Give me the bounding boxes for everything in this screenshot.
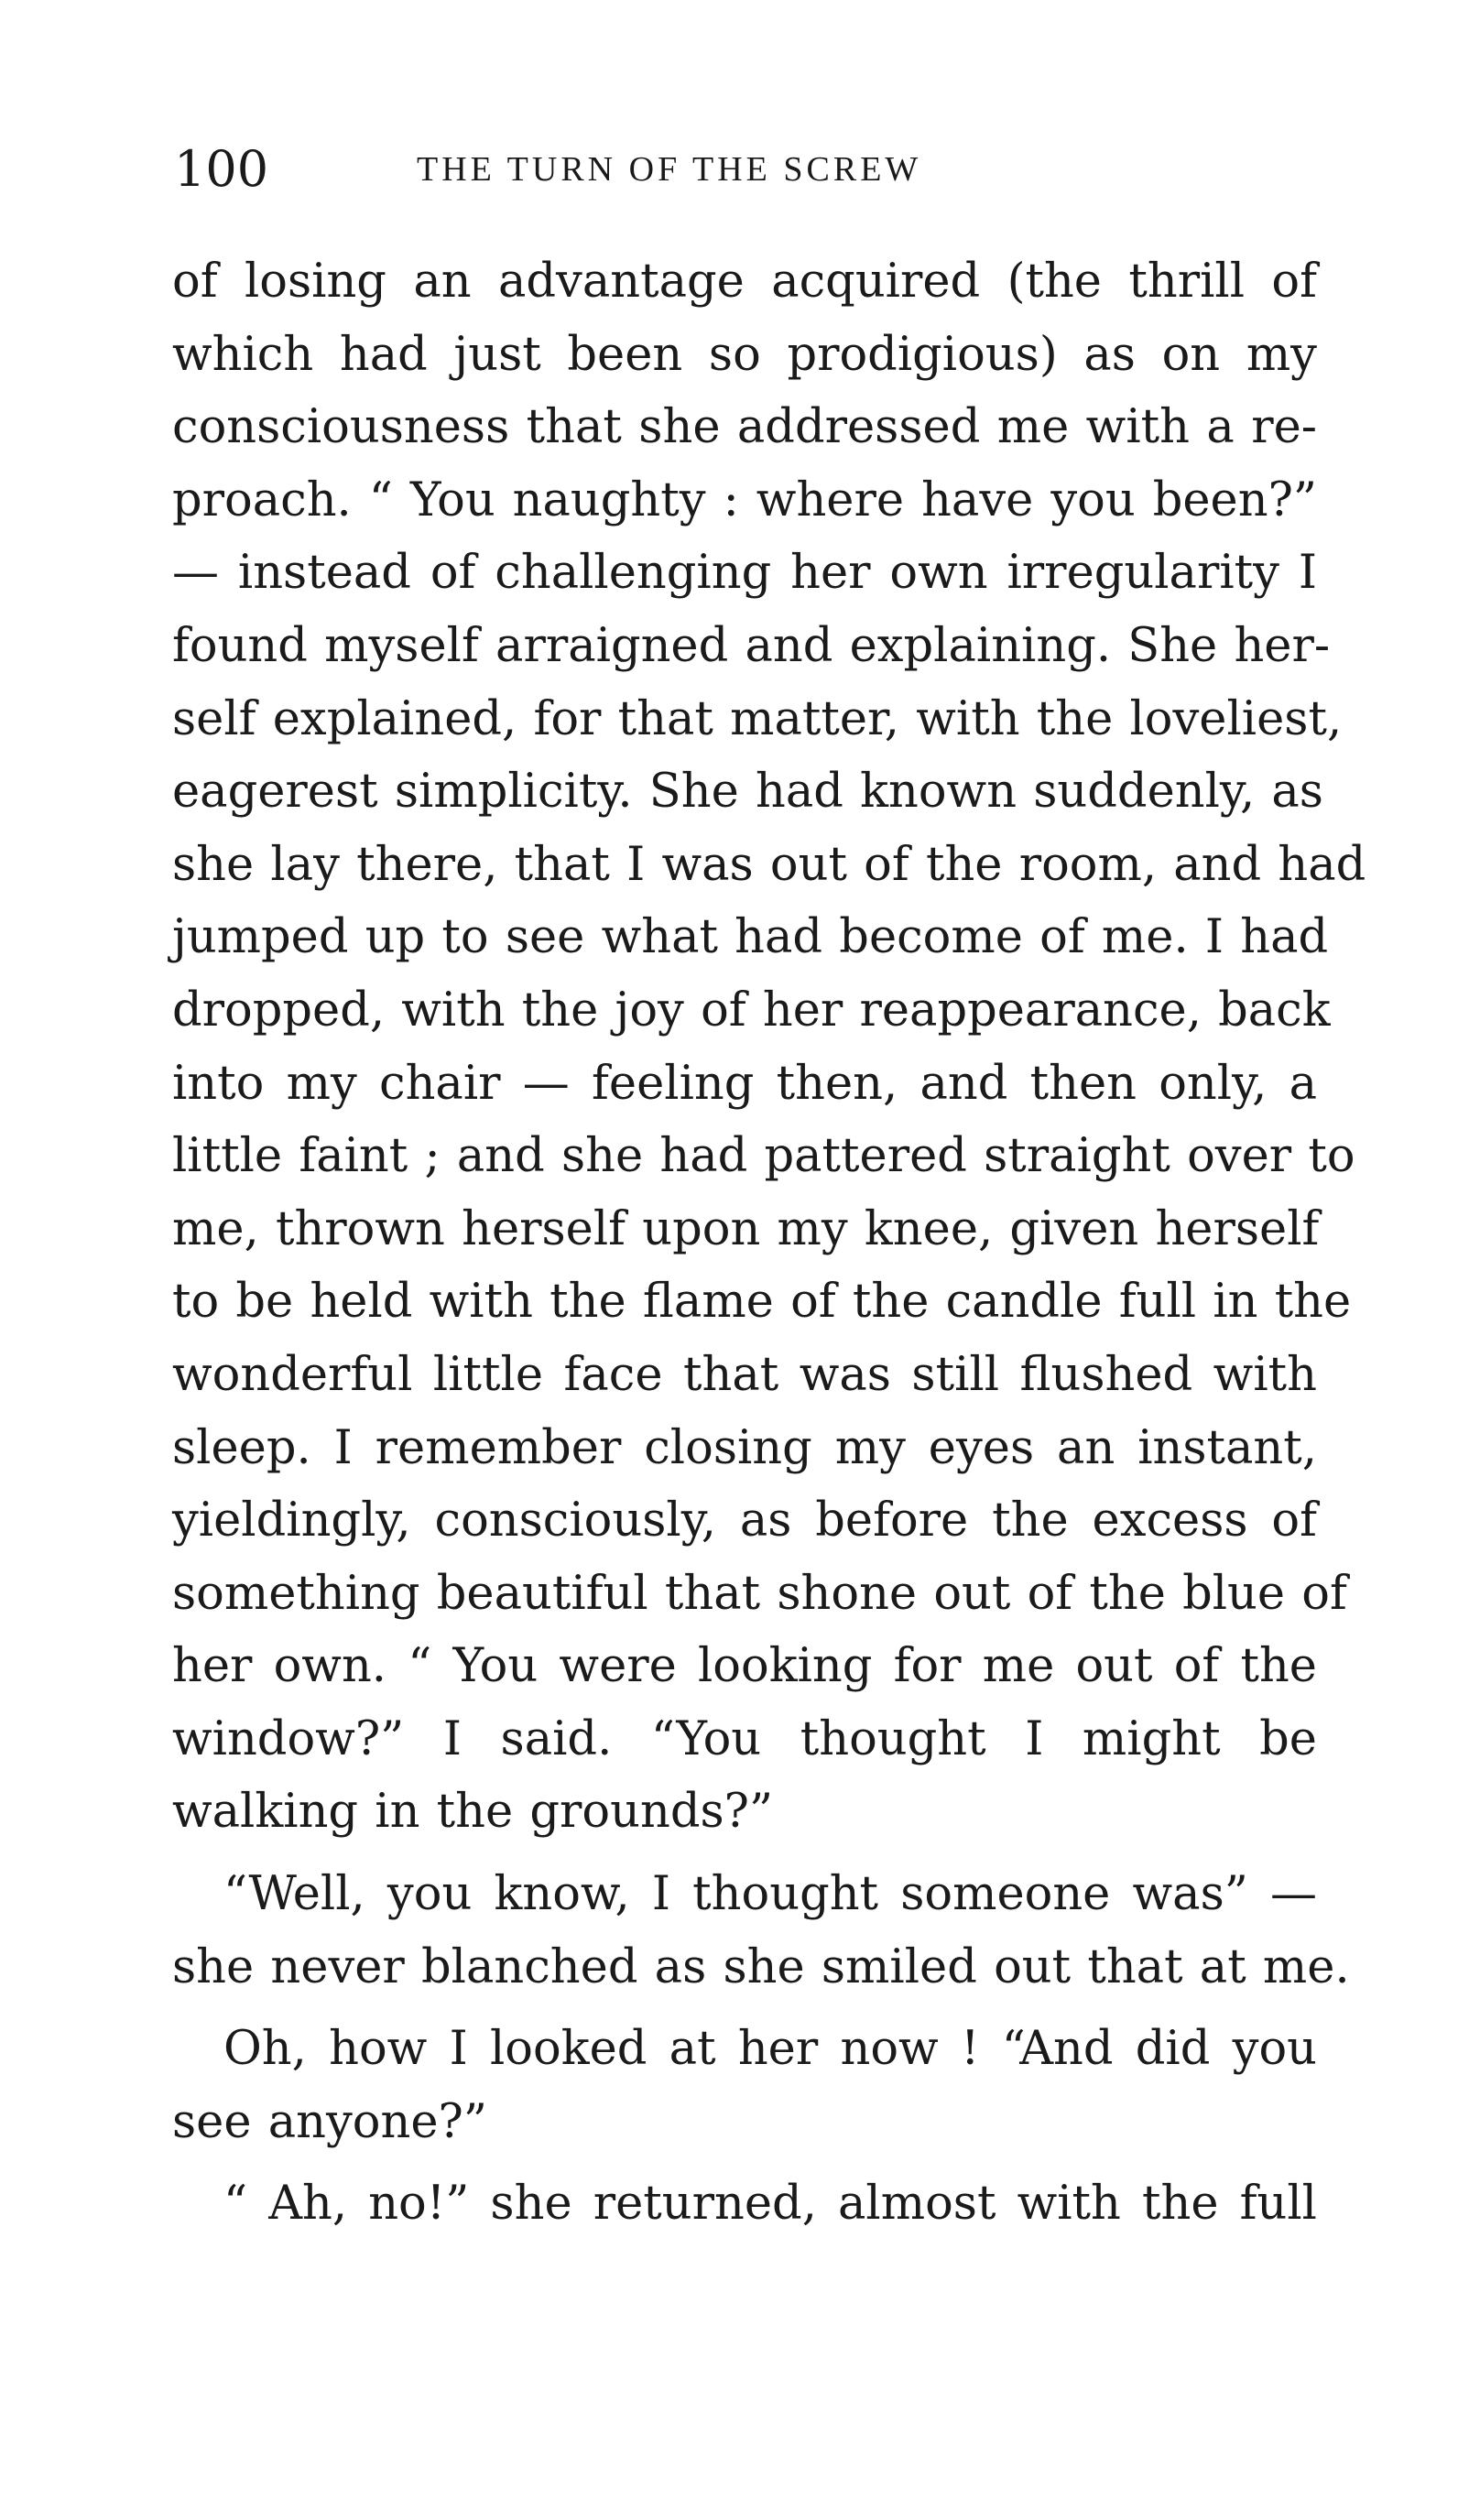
- text-line: see anyone?”: [172, 2094, 487, 2149]
- text-line: eagerest simplicity. She had known suddenly, as: [172, 765, 1323, 820]
- text-line: found myself arraigned and explaining. She her-: [172, 618, 1331, 673]
- text-line: sleep. I remember closing my eyes an instant,: [172, 1420, 1317, 1475]
- text-line: walking in the grounds?”: [172, 1785, 774, 1840]
- body-text: [172, 245, 1366, 2241]
- text-line: window?” I said. “You thought I might be: [172, 1711, 1317, 1766]
- text-line: wonderful little face that was still flushed with: [172, 1347, 1317, 1402]
- paragraph-gap: [172, 1849, 1317, 1858]
- text-line: “Well, you know, I thought someone was” —: [223, 1867, 1317, 1922]
- text-line: her own. “ You were looking for me out of the: [172, 1639, 1317, 1694]
- paragraph-gap: [172, 2004, 1317, 2013]
- text-line: of losing an advantage acquired (the thrill of: [172, 255, 1317, 309]
- text-line: which had just been so prodigious) as on my: [172, 327, 1317, 382]
- text-line: jumped up to see what had become of me. I had: [172, 910, 1329, 965]
- text-line: self explained, for that matter, with the loveliest,: [172, 691, 1343, 746]
- text-line: little faint ; and she had pattered straight over to: [172, 1129, 1355, 1184]
- text-line: Oh, how I looked at her now ! “And did you: [223, 2022, 1317, 2077]
- page-header: [174, 128, 1319, 211]
- text-line: consciousness that she addressed me with a re-: [172, 400, 1317, 455]
- text-line: into my chair — feeling then, and then only, a: [172, 1056, 1317, 1111]
- text-line: — instead of challenging her own irregularity I: [172, 546, 1317, 601]
- text-line: “ Ah, no!” she returned, almost with the full: [223, 2177, 1317, 2232]
- text-line: she never blanched as she smiled out that at me.: [172, 1939, 1350, 1994]
- text-line: to be held with the flame of the candle full in the: [172, 1275, 1352, 1330]
- text-line: something beautiful that shone out of the blue of: [172, 1566, 1347, 1621]
- text-line: proach. “ You naughty : where have you been?”: [172, 472, 1317, 527]
- text-line: dropped, with the joy of her reappearance, back: [172, 983, 1331, 1037]
- text-line: she lay there, that I was out of the room, and had: [172, 837, 1366, 892]
- text-line: me, thrown herself upon my knee, given herself: [172, 1201, 1320, 1256]
- page-number: 100: [174, 140, 269, 198]
- running-head: THE TURN OF THE SCREW: [417, 150, 922, 189]
- text-line: yieldingly, consciously, as before the excess of: [172, 1494, 1317, 1548]
- paragraph-gap: [172, 2158, 1317, 2167]
